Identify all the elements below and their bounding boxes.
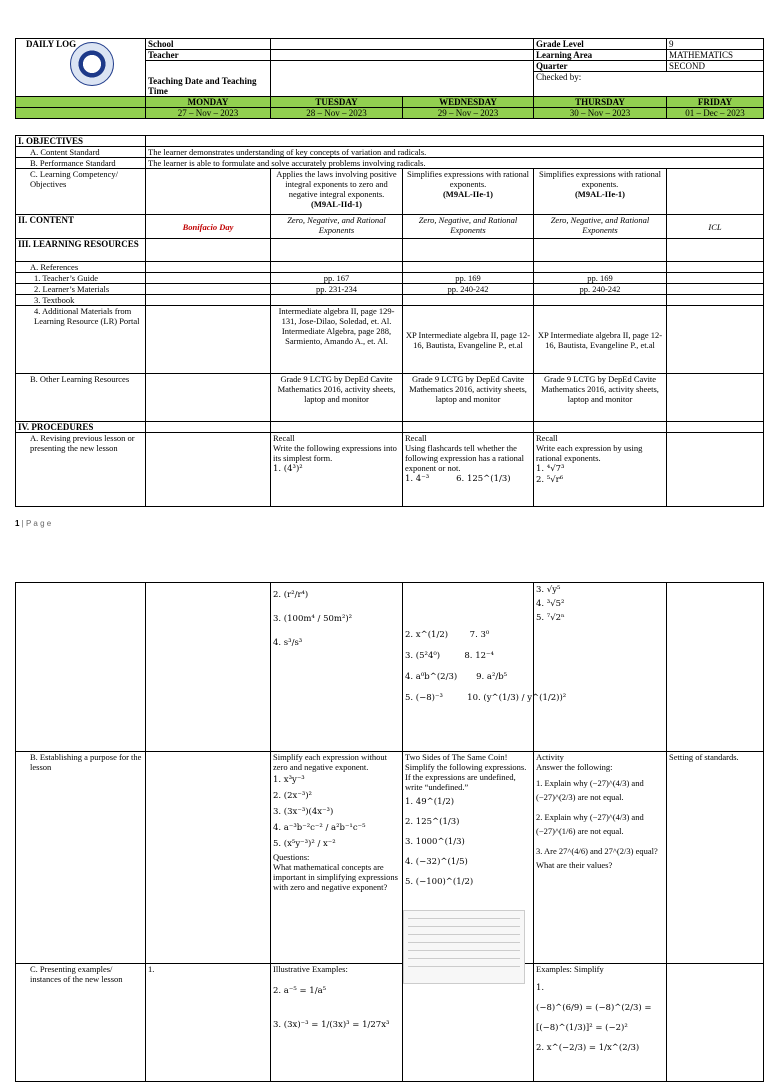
- procedure-b-wednesday: Two Sides of The Same Coin! Simplify the following expressions. If the expressions are undefined, write “undefined.” 1. 49^(1/2) 2. 125^(1/3) 3. 1000^(1/3) 4. (−32)^(1/5) 5. (−100)^(1/2): [403, 752, 534, 964]
- header-table: [15, 38, 764, 119]
- procedure-c-tuesday: Illustrative Examples: 2. a⁻⁵ = 1/a⁵ 3. (3x)⁻³ = 1/(3x)³ = 1/27x³: [271, 964, 403, 1082]
- objectives-heading: I. OBJECTIVES: [16, 136, 146, 147]
- day-tuesday: TUESDAY: [271, 97, 403, 108]
- other-tuesday: Grade 9 LCTG by DepEd Cavite Mathematics 2016, activity sheets, laptop and monitor: [271, 374, 403, 422]
- checked-by-label: Checked by:: [534, 72, 764, 97]
- day-thursday: THURSDAY: [534, 97, 667, 108]
- resources-heading: III. LEARNING RESOURCES: [16, 239, 146, 262]
- daily-log-title: DAILY LOG: [16, 39, 146, 97]
- day-spacer: [16, 97, 146, 108]
- date-tuesday: 28 – Nov – 2023: [271, 108, 403, 119]
- performance-standard-label: B. Performance Standard: [16, 158, 146, 169]
- teacher-label: Teacher: [146, 50, 271, 61]
- procedure-c-thursday: Examples: Simplify 1. (−8)^(6/9) = (−8)^(2/3) = [(−8)^(1/3)]² = (−2)² 2. x^(−2/3) = 1/x^(2/3): [534, 964, 667, 1082]
- procedure-b-tuesday: Simplify each expression without zero and negative exponent. 1. x³y⁻³ 2. (2x⁻³)² 3. (3x⁻³)(4x⁻³) 4. a⁻³b⁻²c⁻² / a²b⁻¹c⁻⁵ 5. (x⁵y⁻³)² / x⁻² Questions: What mathematical concepts are important in simplifying expressions with zero and negative exponent?: [271, 752, 403, 964]
- procedures-heading: IV. PROCEDURES: [16, 422, 146, 433]
- quarter-label: Quarter: [534, 61, 667, 72]
- additional-label: 4. Additional Materials from Learning Resource (LR) Portal: [16, 306, 146, 374]
- procedure-a-tuesday: Recall Write the following expressions into its simplest form. 1. (4³)²: [271, 433, 403, 507]
- procedure-c-label: C. Presenting examples/ instances of the new lesson: [16, 964, 146, 1082]
- tg-label: 1. Teacher’s Guide: [16, 273, 146, 284]
- school-label: School: [146, 39, 271, 50]
- procedure-a-thursday-cont: 3. √y⁵ 4. ³√5² 5. ⁷√2ⁿ: [534, 583, 667, 752]
- procedure-a-wednesday: Recall Using flashcards tell whether the following expression has a rational exponent or not. 1. 4⁻³ 6. 125^(1/3): [403, 433, 534, 507]
- procedure-a-thursday: Recall Write each expression by using rational exponents. 1. ⁴√7³ 2. ⁵√r⁶: [534, 433, 667, 507]
- textbook-label: 3. Textbook: [16, 295, 146, 306]
- additional-thursday: XP Intermediate algebra II, page 12-16, Bautista, Evangeline P., et.al: [534, 306, 667, 374]
- procedure-a-wednesday-cont: 2. x^(1/2) 7. 3⁰ 3. (5²4⁰) 8. 12⁻⁴ 4. a⁰b^(2/3) 9. a²/b⁵ 5. (−8)⁻³ 10. (y^(1/3) / y^(1/2))²: [403, 583, 534, 752]
- content-standard: The learner demonstrates understanding of key concepts of variation and radicals.: [146, 147, 764, 158]
- competency-wednesday: Simplifies expressions with rational exponents. (M9AL-IIe-1): [403, 169, 534, 215]
- competency-thursday: Simplifies expressions with rational exponents. (M9AL-IIe-1): [534, 169, 667, 215]
- grade-level-value: 9: [667, 39, 764, 50]
- day-friday: FRIDAY: [667, 97, 764, 108]
- procedure-b-thursday: Activity Answer the following: 1. Explain why (−27)^(4/3) and (−27)^(2/3) are not equal. 2. Explain why (−27)^(4/3) and (−27)^(1/6) are not equal. 3. Are 27^(4/6) and 27^(2/3) equal? What are their values?: [534, 752, 667, 964]
- date-monday: 27 – Nov – 2023: [146, 108, 271, 119]
- performance-standard: The learner is able to formulate and solve accurately problems involving radicals.: [146, 158, 764, 169]
- content-heading: II. CONTENT: [16, 215, 146, 239]
- procedure-b-label: B. Establishing a purpose for the lesson: [16, 752, 146, 964]
- date-friday: 01 – Dec – 2023: [667, 108, 764, 119]
- date-thursday: 30 – Nov – 2023: [534, 108, 667, 119]
- day-wednesday: WEDNESDAY: [403, 97, 534, 108]
- content-tuesday: Zero, Negative, and Rational Exponents: [271, 215, 403, 239]
- procedure-a-tuesday-cont: 2. (r²/r⁴) 3. (100m⁴ / 50m²)² 4. s³/s³: [271, 583, 403, 752]
- teaching-date-label: Teaching Date and Teaching Time: [146, 61, 271, 97]
- lm-wednesday: pp. 240-242: [403, 284, 534, 295]
- other-thursday: Grade 9 LCTG by DepEd Cavite Mathematics 2016, activity sheets, laptop and monitor: [534, 374, 667, 422]
- other-wednesday: Grade 9 LCTG by DepEd Cavite Mathematics 2016, activity sheets, laptop and monitor: [403, 374, 534, 422]
- learning-area-value: MATHEMATICS: [667, 50, 764, 61]
- grade-level-label: Grade Level: [534, 39, 667, 50]
- procedure-c-monday: 1.: [146, 964, 271, 1082]
- day-monday: MONDAY: [146, 97, 271, 108]
- lesson-table-continued: [15, 582, 764, 1082]
- additional-wednesday: XP Intermediate algebra II, page 12-16, Bautista, Evangeline P., et.al: [403, 306, 534, 374]
- date-wednesday: 29 – Nov – 2023: [403, 108, 534, 119]
- content-friday: ICL: [667, 215, 764, 239]
- laws-of-exponents-thumbnail: [403, 910, 525, 984]
- competency-label: C. Learning Competency/ Objectives: [16, 169, 146, 215]
- lm-label: 2. Learner’s Materials: [16, 284, 146, 295]
- content-thursday: Zero, Negative, and Rational Exponents: [534, 215, 667, 239]
- tg-wednesday: pp. 169: [403, 273, 534, 284]
- other-resources-label: B. Other Learning Resources: [16, 374, 146, 422]
- content-standard-label: A. Content Standard: [16, 147, 146, 158]
- tg-tuesday: pp. 167: [271, 273, 403, 284]
- tg-thursday: pp. 169: [534, 273, 667, 284]
- learning-area-label: Learning Area: [534, 50, 667, 61]
- teacher-value: [271, 50, 534, 61]
- page-footer: 1 | P a g e: [15, 519, 52, 528]
- lesson-table: [15, 135, 764, 507]
- content-wednesday: Zero, Negative, and Rational Exponents: [403, 215, 534, 239]
- references-label: A. References: [16, 262, 146, 273]
- quarter-value: SECOND: [667, 61, 764, 72]
- lm-tuesday: pp. 231-234: [271, 284, 403, 295]
- teaching-date-value: [271, 61, 534, 97]
- lm-thursday: pp. 240-242: [534, 284, 667, 295]
- competency-tuesday: Applies the laws involving positive integral exponents to zero and negative integral exponents. (M9AL-IId-1): [271, 169, 403, 215]
- school-value: [271, 39, 534, 50]
- additional-tuesday: Intermediate algebra II, page 129-131, Jose-Dilao, Soledad, et. Al. Intermediate Algebra, page 288, Sarmiento, Amando A., et. Al.: [271, 306, 403, 374]
- content-monday: Bonifacio Day: [146, 215, 271, 239]
- date-spacer: [16, 108, 146, 119]
- procedure-b-friday: Setting of standards.: [667, 752, 764, 964]
- procedure-a-label: A. Revising previous lesson or presenting the new lesson: [16, 433, 146, 507]
